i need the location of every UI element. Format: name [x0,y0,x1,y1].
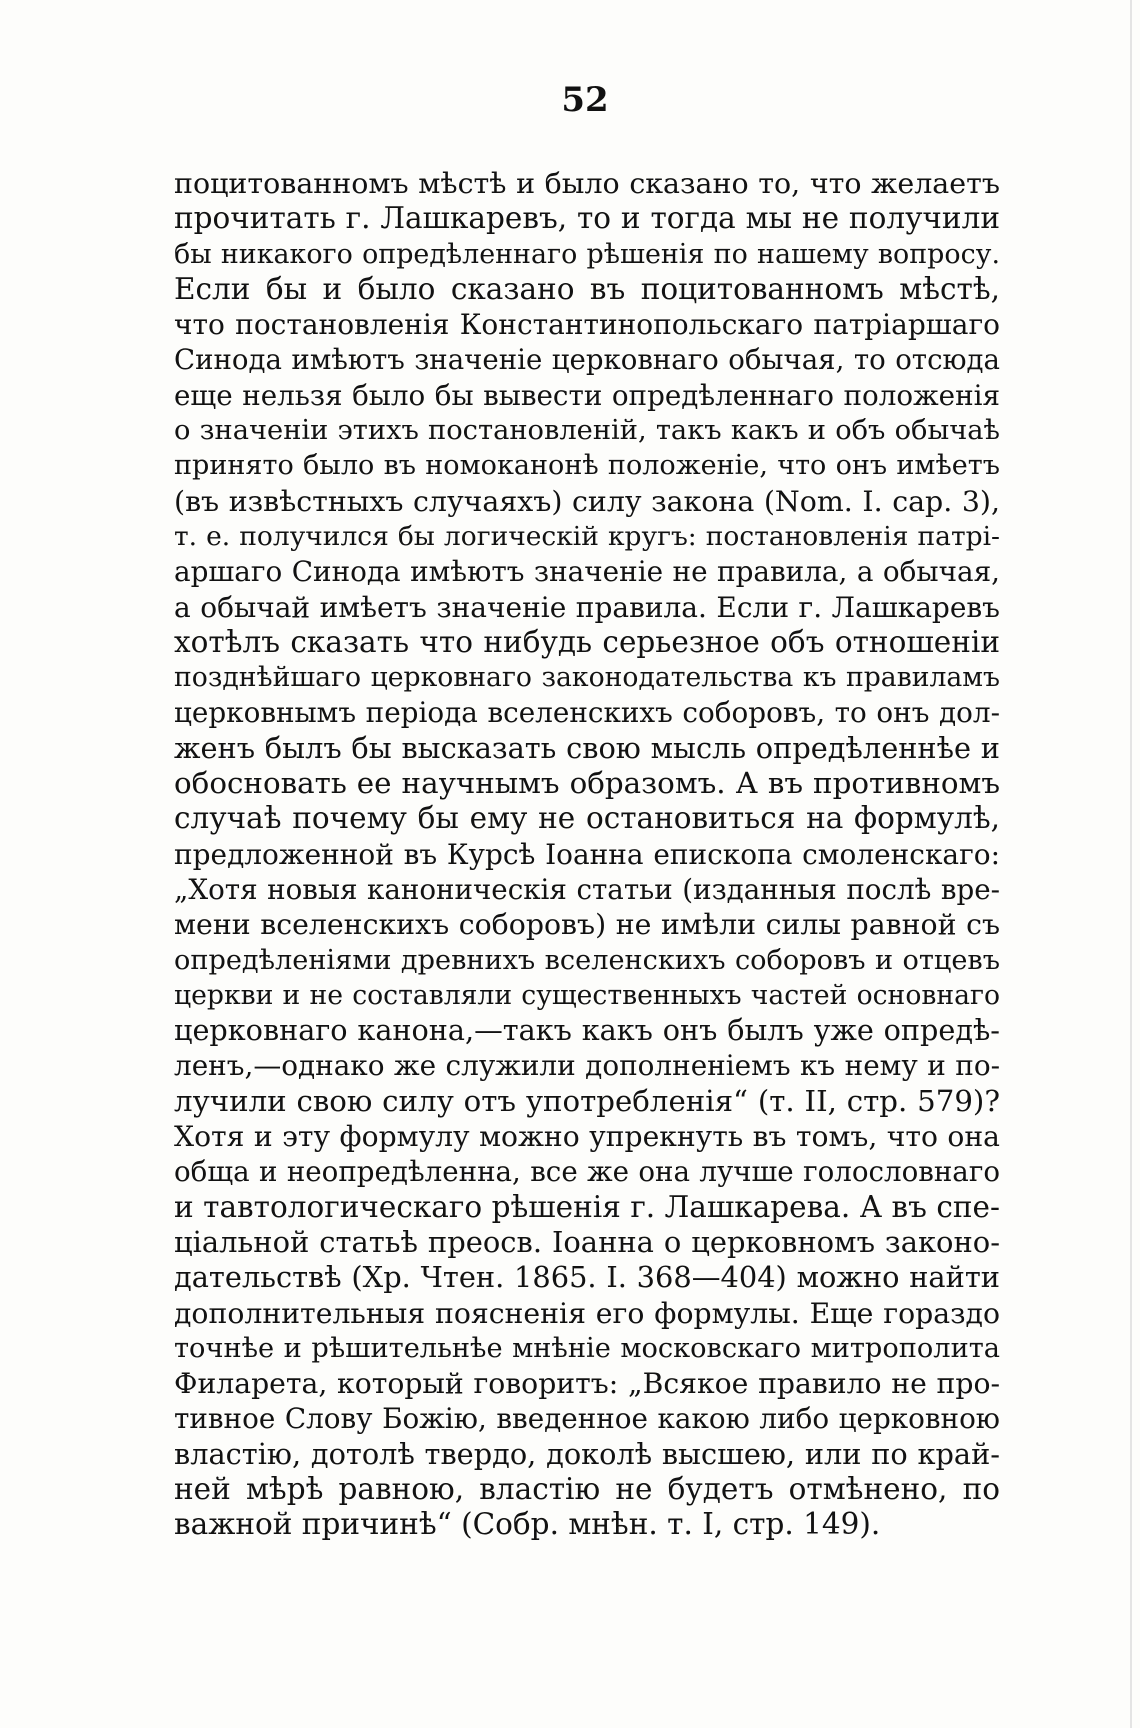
text-line: аршаго Синода имѣютъ значеніе не правила, а обычая, [174,555,1000,589]
text-line: церкви и не составляли существенныхъ частей основнаго [174,979,1000,1011]
text-line: о значеніи этихъ постановленій, такъ какъ и объ обычаѣ [174,415,1000,447]
text-line: ціальной статьѣ преосв. Іоанна о церковномъ законо- [174,1224,1000,1259]
text-line: Синода имѣютъ значеніе церковнаго обычая, то отсюда [174,343,1000,377]
body-text [174,166,1000,1543]
text-line: предложенной въ Курсѣ Іоанна епископа смоленскаго: [174,837,1000,871]
text-line: поцитованномъ мѣстѣ и было сказано то, что желаетъ [174,167,1000,200]
text-line: случаѣ почему бы ему не остановиться на формулѣ, [174,801,1000,836]
text-line: хотѣлъ сказать что нибудь серьезное объ отношеніи [174,624,1000,659]
text-line: опредѣленіями древнихъ вселенскихъ соборовъ и отцевъ [174,944,1000,976]
text-line: т. е. получился бы логическій кругъ: постановленія патрі- [174,520,1000,552]
text-line: еще нельзя было бы вывести опредѣленнаго положенія [174,378,1000,412]
text-line: а обычай имѣетъ значеніе правила. Если г. Лашкаревъ [174,590,1000,624]
text-line: принято было въ номоканонѣ положеніе, что онъ имѣетъ [174,450,1000,482]
text-line: ней мѣрѣ равною, властію не будетъ отмѣнено, по [174,1471,1000,1506]
text-line: и тавтологическаго рѣшенія г. Лашкарева. А въ спе- [174,1189,1000,1224]
text-line: обща и неопредѣленна, все же она лучше голословнаго [174,1155,1000,1189]
text-line: церковнаго канона,—такъ какъ онъ былъ уже опредѣ- [174,1013,1000,1048]
text-line: „Хотя новыя каноническія статьи (изданныя послѣ вре- [174,872,1000,906]
text-line: властію, дотолѣ твердо, доколѣ высшею, или по край- [174,1436,1000,1471]
page-number: 52 [561,80,609,120]
text-line: дательствѣ (Хр. Чтен. 1865. I. 368—404) можно найти [174,1260,1000,1295]
text-line: дополнительныя поясненія его формулы. Еще гораздо [174,1296,1000,1330]
text-line-last: важной причинѣ“ (Собр. мнѣн. т. I, стр. 149). [174,1507,881,1542]
text-line: Если бы и было сказано въ поцитованномъ мѣстѣ, [174,271,1000,306]
page-edge-divider [1130,0,1132,1728]
text-line: Филарета, который говоритъ: „Всякое правило не про- [174,1367,1000,1401]
text-line: бы никакого опредѣленнаго рѣшенія по нашему вопросу. [174,238,1000,270]
text-line: что постановленія Константинопольскаго патріаршаго [174,308,1000,342]
text-line: позднѣйшаго церковнаго законодательства къ правиламъ [174,662,1000,694]
text-line: церковнымъ періода вселенскихъ соборовъ, то онъ дол- [174,696,1000,730]
text-line: Хотя и эту формулу можно упрекнуть въ томъ, что она [174,1120,1000,1154]
text-line: женъ былъ бы высказать свою мысль опредѣленнѣе и [174,730,1000,765]
text-line: мени вселенскихъ соборовъ) не имѣли силы равной съ [174,908,1000,942]
text-line: лучили свою силу отъ употребленія“ (т. II, стр. 579)? [174,1083,1000,1118]
text-line: (въ извѣстныхъ случаяхъ) силу закона (Nom. I. cap. 3), [174,484,1000,518]
text-line: точнѣе и рѣшительнѣе мнѣніе московскаго митрополита [174,1332,1000,1364]
text-line: обосновать ее научнымъ образомъ. А въ противномъ [174,766,1000,801]
text-line: тивное Слову Божію, введенное какою либо церковною [174,1402,1000,1436]
text-line: прочитать г. Лашкаревъ, то и тогда мы не получили [174,201,1000,236]
text-line: ленъ,—однако же служили дополненіемъ къ нему и по- [174,1049,1000,1083]
